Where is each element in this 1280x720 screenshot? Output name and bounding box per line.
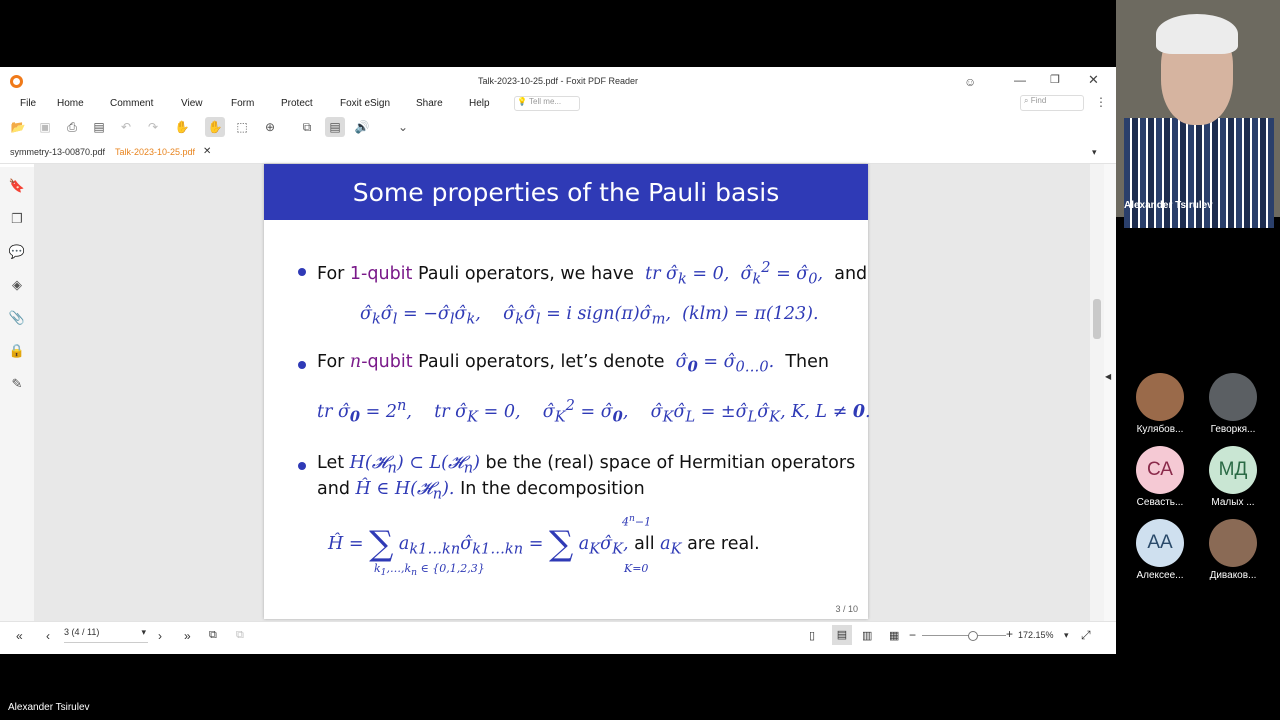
snapshot-icon[interactable]: ⬚ (236, 120, 248, 134)
find-placeholder: Find (1030, 96, 1047, 105)
menu-view[interactable]: View (181, 98, 203, 109)
tell-me-placeholder: Tell me... (529, 97, 562, 106)
lightbulb-icon: 💡 (517, 97, 527, 106)
more-options-icon[interactable]: ⋮ (1095, 95, 1107, 109)
hand-tool-icon[interactable]: ✋ (205, 117, 225, 137)
page-number-value: 3 (4 / 11) (64, 627, 100, 637)
navigation-panel (0, 167, 35, 621)
fullscreen-icon[interactable]: ⤢ (1081, 628, 1091, 642)
page-number-field[interactable] (64, 627, 148, 643)
menu-bar (0, 94, 1116, 114)
avatar: МД (1209, 446, 1257, 494)
sum-1-limits: $k_1,\dots,k_n$ ∈ {0,1,2,3} (374, 562, 485, 579)
close-button[interactable]: ✕ (1088, 72, 1099, 87)
select-tool-icon[interactable]: ✋ (174, 120, 190, 134)
comments-icon[interactable]: 💬 (8, 244, 26, 259)
zoom-out-icon[interactable]: − (909, 628, 917, 642)
close-tab-icon[interactable]: ✕ (203, 146, 212, 157)
bullet-2 (298, 361, 306, 369)
avatar (1136, 373, 1184, 421)
find-box[interactable] (1020, 95, 1084, 111)
participant-name: Кулябов... (1136, 424, 1184, 435)
undo-icon[interactable]: ↶ (120, 120, 132, 134)
participant-tile[interactable] (1123, 519, 1197, 592)
bullet-2-text: For n-qubit Pauli operators, let’s denote $\sigmâ_0$ = $\sigmâ_{0\dots 0}$. Then (317, 352, 829, 376)
zoom-icon[interactable]: ⊕ (264, 120, 276, 134)
page-dropdown-icon[interactable]: ▾ (141, 627, 146, 637)
zoom-slider-knob[interactable] (968, 631, 978, 641)
save-icon[interactable]: ▣ (39, 120, 51, 134)
facing-icon[interactable]: ▥ (862, 630, 873, 642)
participant-name: Диваков... (1209, 570, 1257, 581)
security-icon[interactable]: 🔒 (8, 343, 26, 358)
layers-icon[interactable]: ◈ (12, 277, 22, 292)
menu-share[interactable]: Share (416, 98, 443, 109)
participant-name: Алексее... (1136, 570, 1184, 581)
sum-2-upper: $4^n-1$ (622, 513, 652, 529)
account-icon[interactable]: ☺ (964, 75, 977, 89)
tab-talk[interactable]: Talk-2023-10-25.pdf (115, 147, 196, 157)
pdf-reader-window (0, 67, 1116, 653)
menu-home[interactable]: Home (57, 98, 84, 109)
continuous-page-icon[interactable]: ▤ (325, 117, 345, 137)
search-icon: ⌕ (1024, 96, 1029, 105)
participant-tile[interactable] (1123, 373, 1197, 446)
menu-file[interactable]: File (20, 98, 37, 109)
quick-print-icon[interactable]: ▤ (93, 120, 105, 134)
attachment-icon[interactable]: 📎 (8, 310, 26, 325)
open-folder-icon[interactable]: 📂 (10, 120, 26, 134)
avatar (1209, 519, 1257, 567)
bullet-3-text-cont: and Ĥ ∈ H(𝓗$_n$). In the decomposition (317, 479, 645, 503)
single-page-icon[interactable]: ▯ (809, 630, 816, 642)
slide-title: Some properties of the Pauli basis (264, 164, 868, 220)
speaker-video (1116, 0, 1280, 217)
speaker-shirt (1124, 118, 1274, 228)
participant-tile[interactable] (1196, 373, 1270, 446)
bookmark-icon[interactable]: 🔖 (8, 178, 26, 193)
next-page-icon[interactable]: › (158, 629, 162, 643)
print-icon[interactable]: ⎙ (67, 119, 77, 134)
presenter-label: Alexander Tsirulev (8, 702, 90, 713)
slide-page-counter: 3 / 10 (835, 604, 858, 614)
document-viewer (34, 164, 1104, 621)
fit-page-icon[interactable]: ⧉ (302, 119, 312, 134)
copy-icon[interactable]: ⧉ (209, 629, 217, 641)
tab-list-icon[interactable]: ▾ (1092, 147, 1097, 157)
speaker-name: Alexander Tsirulev (1124, 200, 1213, 211)
participant-name: Геворкя... (1210, 424, 1256, 435)
formula-1: $\sigmâ_k\sigmâ_l$ = $-\sigmâ_l\sigmâ_k$, $\sigmâ_k\sigmâ_l = i$ $sign(\pi)\sigmâ_m$, (klm) = π(123). (360, 304, 819, 328)
redo-icon[interactable]: ↷ (147, 120, 159, 134)
right-panel (1104, 164, 1116, 621)
window-title: Talk-2023-10-25.pdf - Foxit PDF Reader (477, 76, 639, 86)
vertical-scrollbar[interactable] (1090, 164, 1104, 621)
signature-icon[interactable]: ✎ (11, 376, 23, 391)
restore-button[interactable]: ❐ (1050, 74, 1060, 86)
avatar (1209, 373, 1257, 421)
participant-tile[interactable] (1123, 446, 1197, 519)
formula-2: tr $\sigmâ_0 = 2^n$, tr $\sigmâ_K = 0$, $\sigmâ_K^2$ = $\sigmâ_0$, $\sigmâ_K\sigmâ_L$ = $\pm\sigmâ_L\sigmâ_K$, K, L ≠ 0. (317, 397, 871, 426)
customize-toolbar-icon[interactable]: ⌄ (397, 120, 409, 134)
last-page-icon[interactable]: » (184, 629, 191, 643)
tell-me-box[interactable] (514, 96, 580, 111)
first-page-icon[interactable]: « (16, 629, 23, 643)
zoom-level[interactable]: 172.15% (1018, 630, 1054, 640)
scrollbar-thumb[interactable] (1093, 299, 1101, 339)
participant-name: Севасть... (1136, 497, 1184, 508)
bullet-1 (298, 268, 306, 276)
collapse-right-icon[interactable]: ◀ (1105, 372, 1112, 381)
zoom-in-icon[interactable]: + (1006, 627, 1014, 641)
participant-tile[interactable] (1196, 446, 1270, 519)
continuous-facing-icon[interactable]: ▦ (889, 630, 900, 642)
read-aloud-icon[interactable]: 🔊 (354, 120, 370, 134)
status-bar (0, 621, 1116, 654)
menu-protect[interactable]: Protect (281, 98, 313, 109)
avatar: АА (1136, 519, 1184, 567)
bullet-3-text: Let H(𝓗$_n$) ⊂ L(𝓗$_n$) be the (real) space of Hermitian operators (317, 453, 856, 477)
menu-foxit-esign[interactable]: Foxit eSign (340, 98, 391, 109)
formula-3: Ĥ = ∑ $a_{k1\dots kn}\sigmâ_{k1\dots kn}$ = ∑ $a_K\sigmâ_K$, all $a_K$ are real. (328, 524, 760, 564)
sum-2-lower: K=0 (624, 562, 649, 575)
document-tabs (0, 143, 1116, 164)
pages-icon[interactable]: ❐ (11, 211, 23, 226)
bullet-3 (298, 462, 306, 470)
toolbar (0, 114, 1116, 140)
previous-page-icon[interactable]: ‹ (46, 629, 50, 643)
tab-symmetry[interactable]: symmetry-13-00870.pdf (10, 147, 106, 157)
zoom-dropdown-icon[interactable]: ▾ (1064, 630, 1069, 640)
continuous-view-icon[interactable]: ▤ (832, 625, 852, 645)
pdf-page (264, 164, 871, 619)
speaker-hair (1156, 14, 1238, 54)
menu-comment[interactable]: Comment (110, 98, 154, 109)
avatar: СА (1136, 446, 1184, 494)
menu-form[interactable]: Form (231, 98, 255, 109)
bullet-1-text: For 1-qubit Pauli operators, we have tr $\sigmâ_k = 0$, $\sigmâ_k^2$ = $\sigmâ_0$, and (317, 259, 868, 288)
title-bar (0, 67, 1116, 97)
participant-name: Малых ... (1211, 497, 1255, 508)
menu-help[interactable]: Help (469, 98, 490, 109)
participant-tile[interactable] (1196, 519, 1270, 592)
zoom-slider[interactable] (922, 635, 1006, 636)
extract-icon[interactable]: ⧉ (236, 629, 244, 641)
minimize-button[interactable]: — (1014, 73, 1026, 87)
